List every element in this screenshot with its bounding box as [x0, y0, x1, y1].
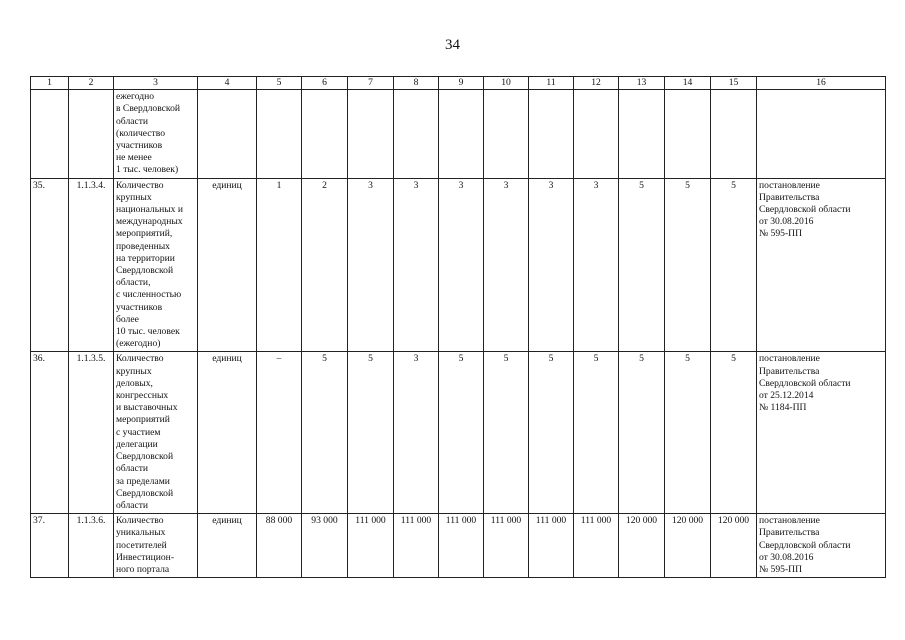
value-cell: 111 000	[484, 514, 529, 578]
column-header: 15	[711, 77, 757, 90]
value-cell: 5	[665, 352, 711, 514]
table-row	[31, 352, 886, 514]
column-header: 11	[529, 77, 574, 90]
source-cell: постановление Правительства Свердловской области от 30.08.2016 № 595-ПП	[757, 178, 886, 352]
column-header: 6	[302, 77, 348, 90]
value-cell: 111 000	[439, 514, 484, 578]
table-row	[31, 178, 886, 352]
value-cell: 5	[302, 352, 348, 514]
value-cell: 5	[619, 352, 665, 514]
value-cell: 5	[439, 352, 484, 514]
indicators-table	[30, 76, 886, 578]
indicator-name: Количество уникальных посетителей Инвестицион- ного портала	[114, 514, 198, 578]
value-cell: 3	[484, 178, 529, 352]
source-cell	[757, 90, 886, 178]
value-cell: 120 000	[665, 514, 711, 578]
value-cell: 1	[257, 178, 302, 352]
value-cell: 3	[439, 178, 484, 352]
value-cell	[665, 90, 711, 178]
value-cell: 5	[348, 352, 394, 514]
value-cell	[529, 90, 574, 178]
page-number: 34	[445, 37, 460, 53]
source-cell: постановление Правительства Свердловской области от 30.08.2016 № 595-ПП	[757, 514, 886, 578]
row-code: 1.1.3.6.	[69, 514, 114, 578]
value-cell: 2	[302, 178, 348, 352]
value-cell	[257, 90, 302, 178]
value-cell: 5	[619, 178, 665, 352]
value-cell: 5	[711, 352, 757, 514]
table-row	[31, 514, 886, 578]
row-number	[31, 90, 69, 178]
value-cell: 88 000	[257, 514, 302, 578]
column-header: 4	[198, 77, 257, 90]
column-header: 1	[31, 77, 69, 90]
value-cell: 3	[394, 178, 439, 352]
unit-cell: единиц	[198, 352, 257, 514]
value-cell: 120 000	[619, 514, 665, 578]
value-cell: 120 000	[711, 514, 757, 578]
column-header: 12	[574, 77, 619, 90]
value-cell: 3	[574, 178, 619, 352]
source-cell: постановление Правительства Свердловской области от 25.12.2014 № 1184-ПП	[757, 352, 886, 514]
value-cell: 3	[348, 178, 394, 352]
value-cell: 5	[711, 178, 757, 352]
unit-cell: единиц	[198, 514, 257, 578]
value-cell	[394, 90, 439, 178]
column-header: 8	[394, 77, 439, 90]
column-header: 7	[348, 77, 394, 90]
unit-cell	[198, 90, 257, 178]
row-code: 1.1.3.4.	[69, 178, 114, 352]
value-cell: 111 000	[529, 514, 574, 578]
column-header: 2	[69, 77, 114, 90]
column-header: 16	[757, 77, 886, 90]
value-cell: –	[257, 352, 302, 514]
indicator-name: ежегодно в Свердловской области (количество участников не менее 1 тыс. человек)	[114, 90, 198, 178]
value-cell: 93 000	[302, 514, 348, 578]
value-cell: 3	[394, 352, 439, 514]
column-header: 5	[257, 77, 302, 90]
column-header: 9	[439, 77, 484, 90]
column-header: 13	[619, 77, 665, 90]
value-cell	[484, 90, 529, 178]
value-cell: 5	[574, 352, 619, 514]
column-header: 3	[114, 77, 198, 90]
row-number: 36.	[31, 352, 69, 514]
row-code: 1.1.3.5.	[69, 352, 114, 514]
value-cell: 3	[529, 178, 574, 352]
value-cell	[302, 90, 348, 178]
value-cell: 111 000	[574, 514, 619, 578]
indicator-name: Количество крупных деловых, конгрессных и выставочных мероприятий с участием делегации Свердловской области за пределами Свердловской области	[114, 352, 198, 514]
row-code	[69, 90, 114, 178]
table-row	[31, 90, 886, 178]
value-cell: 5	[665, 178, 711, 352]
value-cell: 5	[484, 352, 529, 514]
value-cell: 5	[529, 352, 574, 514]
row-number: 37.	[31, 514, 69, 578]
unit-cell: единиц	[198, 178, 257, 352]
row-number: 35.	[31, 178, 69, 352]
value-cell	[711, 90, 757, 178]
value-cell	[348, 90, 394, 178]
column-header: 14	[665, 77, 711, 90]
value-cell: 111 000	[348, 514, 394, 578]
header-row	[31, 77, 886, 90]
value-cell	[619, 90, 665, 178]
column-header: 10	[484, 77, 529, 90]
value-cell	[439, 90, 484, 178]
value-cell: 111 000	[394, 514, 439, 578]
indicator-name: Количество крупных национальных и международных мероприятий, проведенных на территории Свердловской области, с численностью участников более 10 тыс. человек (ежегодно)	[114, 178, 198, 352]
value-cell	[574, 90, 619, 178]
